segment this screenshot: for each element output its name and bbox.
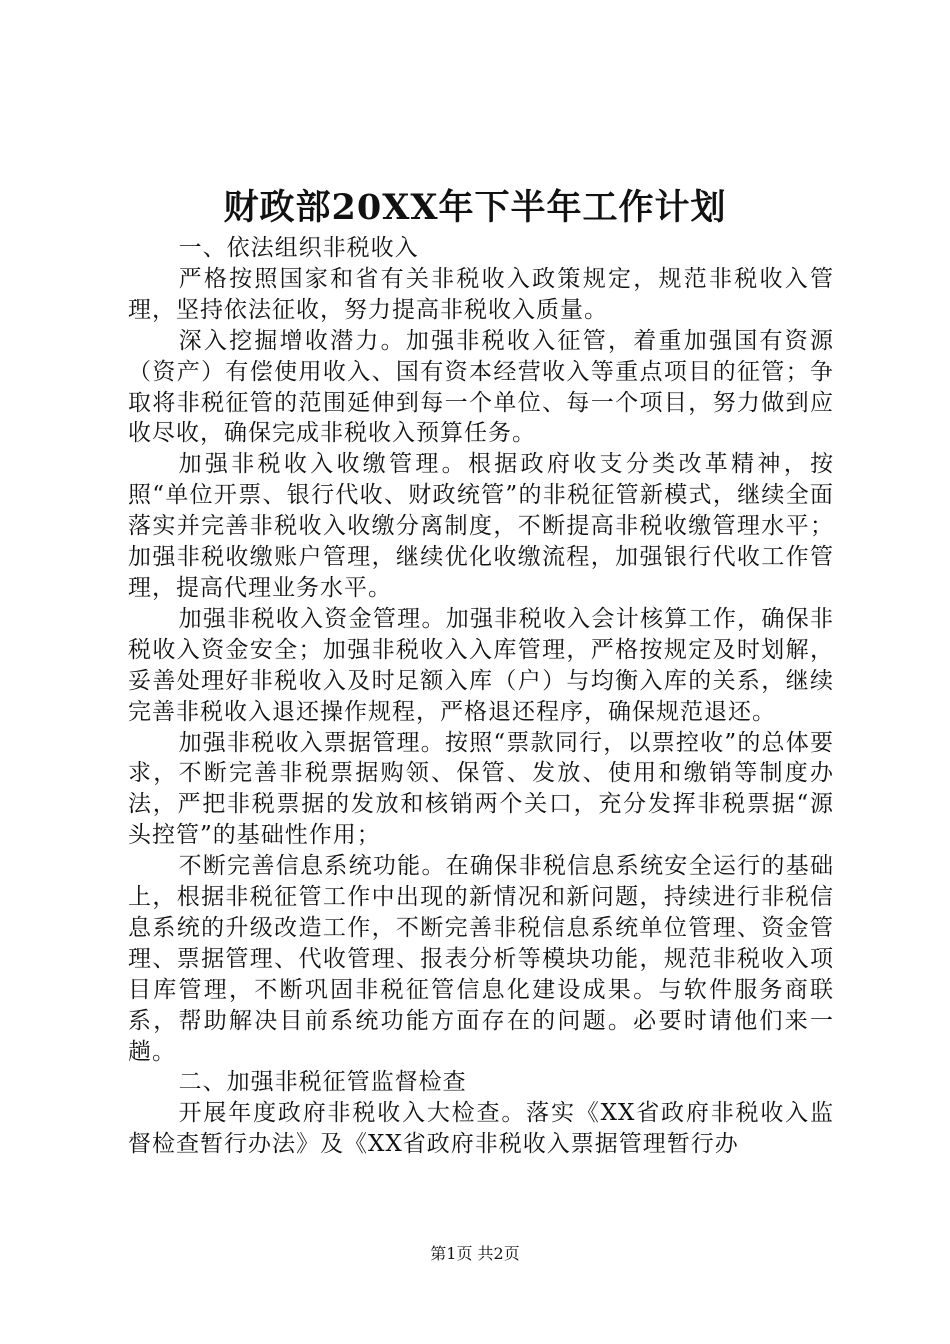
- document-title: 财政部20XX年下半年工作计划: [223, 187, 727, 228]
- page-footer: 第1页 共2页: [430, 1244, 520, 1263]
- section-heading: 二、加强非税征管监督检查: [178, 1069, 467, 1096]
- paragraph: 加强非税收入资金管理。加强非税收入会计核算工作，确保非税收入资金安全；加强非税收入入库管理，严格按规定及时划解，妥善处理好非税收入及时足额入库（户）与均衡入库的关系，继续完善非税收入退还操作规程，严格退还程序，确保规范退还。: [128, 605, 834, 725]
- paragraph: 加强非税收入票据管理。按照“票款同行，以票控收”的总体要求，不断完善非税票据购领、保管、发放、使用和缴销等制度办法，严把非税票据的发放和核销两个关口，充分发挥非税票据“源头控管”的基础性作用；: [128, 729, 834, 849]
- section-heading: 一、依法组织非税收入: [178, 235, 419, 261]
- paragraph: 开展年度政府非税收入大检查。落实《XX省政府非税收入监督检查暂行办法》及《XX省政府非税收入票据管理暂行办: [128, 1100, 834, 1158]
- paragraph: 深入挖掘增收潜力。加强非税收入征管，着重加强国有资源（资产）有偿使用收入、国有资本经营收入等重点项目的征管；争取将非税征管的范围延伸到每一个单位、每一个项目，努力做到应收尽收，确保完成非税收入预算任务。: [128, 327, 834, 447]
- paragraph: 不断完善信息系统功能。在确保非税信息系统安全运行的基础上，根据非税征管工作中出现的新情况和新问题，持续进行非税信息系统的升级改造工作，不断完善非税信息系统单位管理、资金管理、票据管理、代收管理、报表分析等模块功能，规范非税收入项目库管理，不断巩固非税征管信息化建设成果。与软件服务商联系，帮助解决目前系统功能方面存在的问题。必要时请他们来一趟。: [128, 853, 834, 1065]
- document-body: [128, 233, 834, 1160]
- paragraph: 严格按照国家和省有关非税收入政策规定，规范非税收入管理，坚持依法征收，努力提高非税收入质量。: [128, 265, 834, 323]
- paragraph: 加强非税收入收缴管理。根据政府收支分类改革精神，按照“单位开票、银行代收、财政统管”的非税征管新模式，继续全面落实并完善非税收入收缴分离制度，不断提高非税收缴管理水平；加强非税收缴账户管理，继续优化收缴流程，加强银行代收工作管理，提高代理业务水平。: [128, 451, 834, 601]
